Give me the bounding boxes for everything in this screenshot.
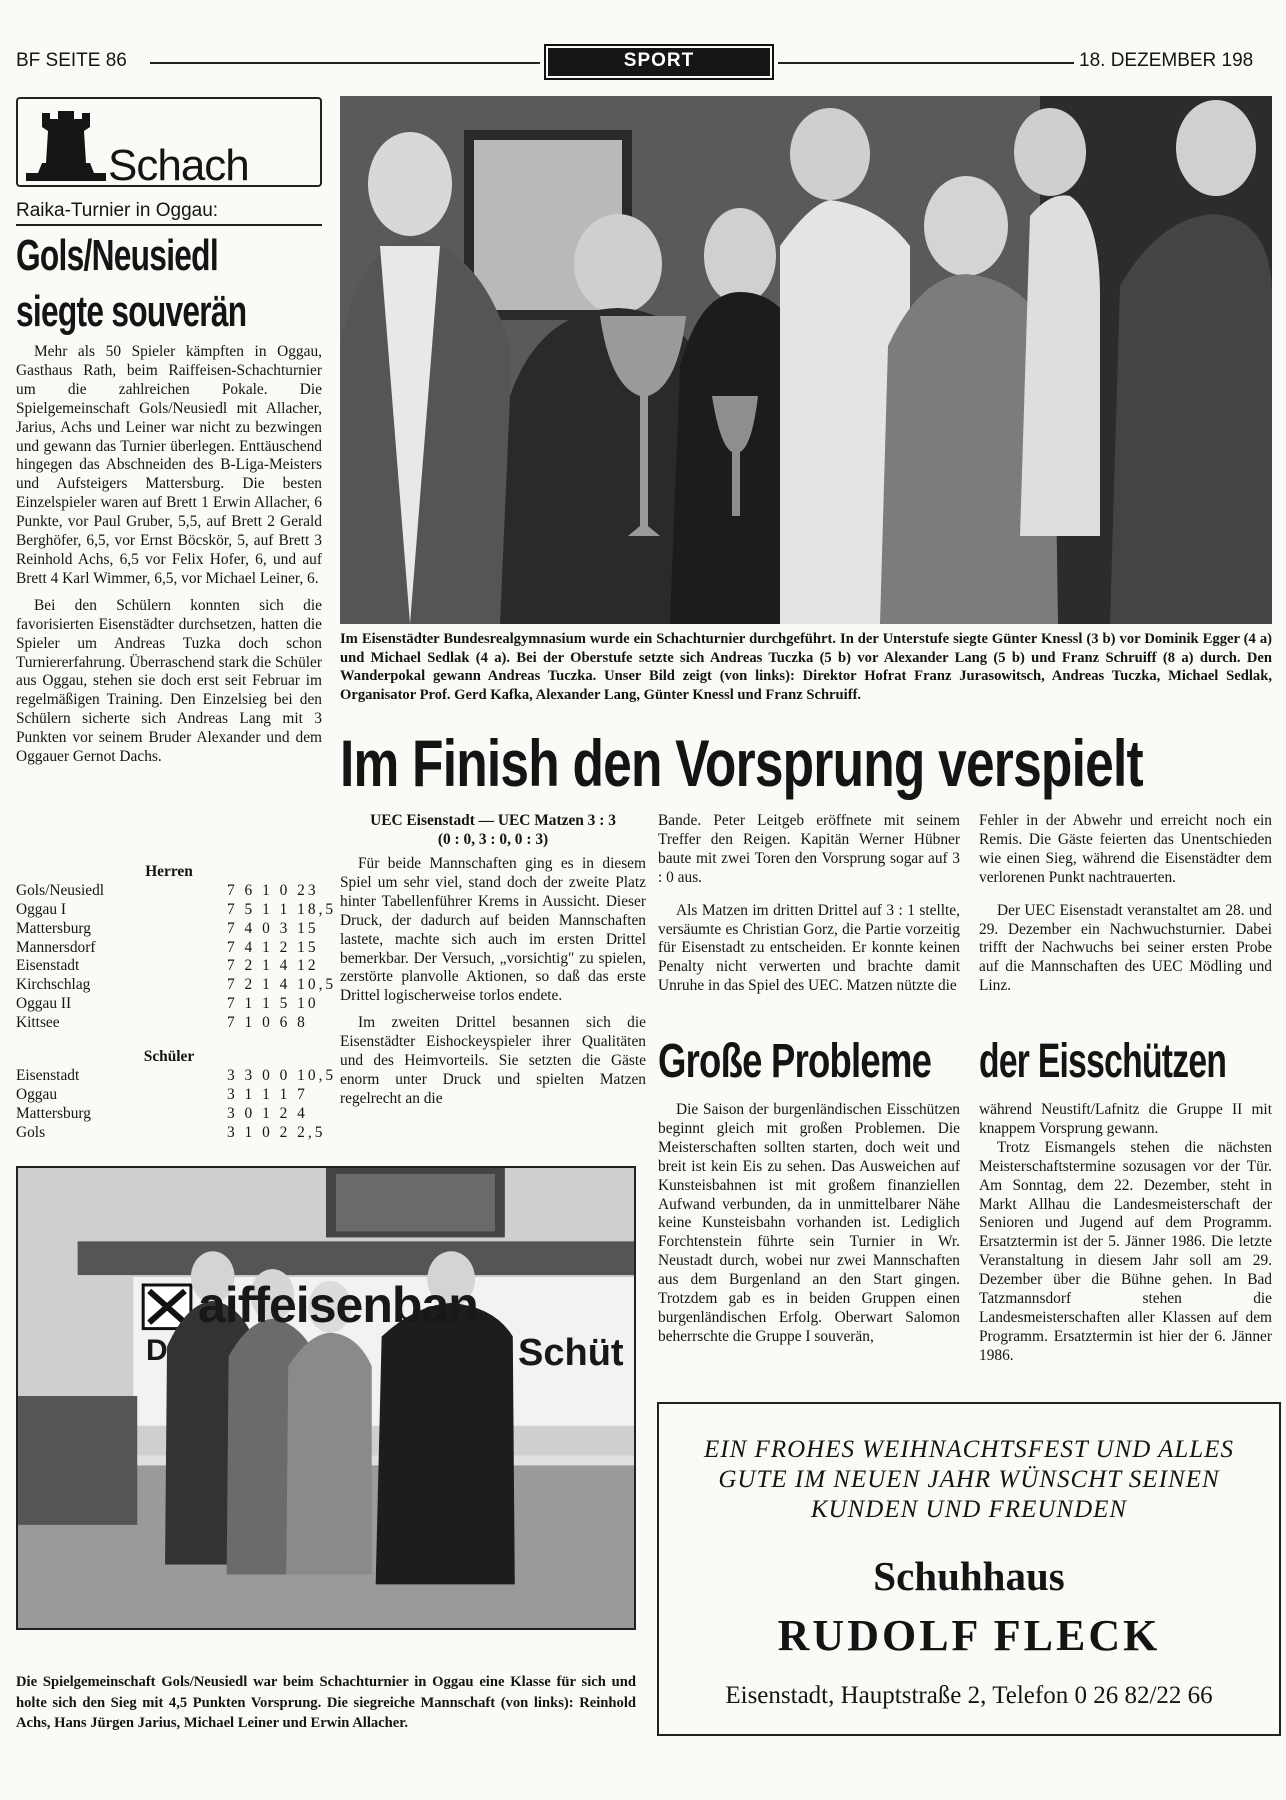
kicker-rule: [16, 224, 322, 226]
table-row: Gols 3 1 0 2 2,5: [16, 1123, 326, 1141]
hockey-paragraph: Für beide Mannschaften ging es in diesem Spiel um sehr viel, stand doch der zweite Platz hinter Tabellenführer Krems in Aussicht. Dieser Druck, der dadurch auf beiden Mannschaften lastete, machte sich auch im ersten Drittel bemerkbar. Der Versuch, „vorsichtig" zu spielen, zerstörte planvolle Aktionen, so daß das erste Drittel logischerweise torlos endete.: [340, 855, 646, 1005]
herren-table: [16, 863, 337, 1033]
curling-col-1: [658, 1101, 960, 1347]
bottom-photo-caption: Die Spielgemeinschaft Gols/Neusiedl war beim Schachturnier in Oggau eine Klasse für sich und holte sich den Sieg mit 4,5 Punkten Vorsprung. Die siegreiche Mannschaft (von links): Reinhold Achs, Hans Jürgen Jarius, Michael Leiner und Erwin Allacher.: [16, 1674, 636, 1731]
curling-headline-2: der Eisschützen: [979, 1035, 1227, 1088]
hockey-col-2: [658, 812, 960, 996]
logo-text: Schach: [108, 141, 249, 190]
section-label: SPORT: [548, 48, 770, 76]
banner-text: Schüt: [518, 1332, 624, 1374]
ad-shop-name: RUDOLF FLECK: [777, 1611, 1161, 1660]
top-photo: [340, 96, 1272, 624]
page-number: BF SEITE 86: [16, 50, 127, 71]
banner-text: aiffeisenban: [198, 1277, 478, 1333]
table-row: Mattersburg 7 4 0 3 15: [16, 919, 319, 937]
hockey-period-scores: (0 : 0, 3 : 0, 0 : 3): [437, 830, 549, 848]
table-row: Kittsee 7 1 0 6 8: [16, 1014, 308, 1032]
hockey-paragraph: Im zweiten Drittel besannen sich die Eisenstädter Eishockeyspieler ihrer Qualitäten und des Heimvorteils. Sie setzten die Gäste enorm unter Druck und spielten Matzen regelrecht an die: [340, 1014, 646, 1107]
header-rule-left: [150, 62, 540, 64]
ad-address: Eisenstadt, Hauptstraße 2, Telefon 0 26 82/22 66: [725, 1682, 1213, 1709]
bottom-photo: [16, 1166, 636, 1630]
ad-greeting-line: KUNDEN UND FREUNDEN: [810, 1496, 1128, 1523]
hockey-paragraph: Fehler in der Abwehr und erreicht noch ein Remis. Die Gäste feierten das Unentschieden wie einen Sieg, während die Eisenstädter dem verlorenen Punkt nachtrauerten.: [979, 812, 1272, 886]
ad-greeting-line: EIN FROHES WEIHNACHTSFEST UND ALLES: [704, 1436, 1234, 1463]
hockey-paragraph: Der UEC Eisenstadt veranstaltet am 28. und 29. Dezember ein Nachwuchsturnier. Dabei trifft der Nachwuchs bei seiner ersten Probe auf die Mannschaften des UEC Mödling und Linz.: [979, 901, 1272, 995]
curling-col-2: [979, 1101, 1272, 1366]
hockey-col-3: [979, 812, 1272, 996]
issue-date: 18. DEZEMBER 198: [1079, 50, 1254, 71]
schueler-table: [16, 1048, 337, 1142]
chess-headline-2: siegte souverän: [16, 287, 247, 336]
table-row: Kirchschlag 7 2 1 4 10,5: [16, 976, 337, 994]
hockey-col-1: [340, 855, 646, 1109]
table-row: Eisenstadt 7 2 1 4 12: [16, 957, 319, 975]
shoe-shop-ad: [657, 1402, 1281, 1736]
hockey-score: UEC Eisenstadt — UEC Matzen 3 : 3: [370, 812, 616, 829]
page-header: [16, 50, 1286, 78]
curling-paragraph: während Neustift/Lafnitz die Gruppe II mit knappem Vorsprung gewann.: [979, 1101, 1272, 1137]
chess-headline-1: Gols/Neusiedl: [16, 231, 218, 280]
table-row: Eisenstadt 3 3 0 0 10,5: [16, 1066, 337, 1084]
curling-paragraph: Trotz Eismangels stehen die nächsten Meisterschaftstermine sozusagen vor der Tür. Am Sonntag, dem 22. Dezember, steht in Markt Allhau die Landesmeisterschaft der Senioren und Jugend auf dem Programm. Ersatztermin ist der 5. Jänner 1986. Die letzte Veranstaltung in diesem Jahr soll am 29. Dezember über die Bühne gehen. In Bad Tatzmannsdorf stehen die Landesmeisterschaften aller Klassen auf dem Programm. Ersatztermin ist hier der 6. Jänner 1986.: [979, 1138, 1272, 1364]
chess-paragraph: Bei den Schülern konnten sich die favorisierten Eisenstädter durchsetzen, hatten die Spieler um Andreas Tuzka doch schon Turniererfahrung. Überraschend stark die Schüler aus Oggau, stehen sie doch erst seit Februar im regelmäßigen Training. Den Einzelsieg bei den Schülern sicherte sich Andreas Lang mit 3 Punkten vor seinem Bruder Alexander und dem Oggauer Gernot Dachs.: [16, 596, 322, 766]
chess-paragraph: Mehr als 50 Spieler kämpften in Oggau, Gasthaus Rath, beim Raiffeisen-Schachturnier um die zahlreichen Pokale. Die Spielgemeinschaft Gols/Neusiedl mit Allacher, Jarius, Achs und Leiner war nicht zu bezwingen und gewann das Turnier überlegen. Enttäuschend hingegen das Abschneiden des B-Liga-Meisters und Aufsteigers Mattersburg. Die besten Einzelspieler waren auf Brett 1 Erwin Allacher, 6 Punkte, vor Paul Gruber, 5,5, auf Brett 2 Gerald Berghöfer, 6,5, vor Ernst Böcskör, 5, auf Brett 3 Reinhold Achs, 6,5 vor Felix Hofer, 6, und auf Brett 4 Karl Wimmer, 6,5, vor Michael Leiner, 6.: [16, 343, 322, 587]
table-row: Gols/Neusiedl 7 6 1 0 23: [16, 881, 319, 899]
ad-greeting-line: GUTE IM NEUEN JAHR WÜNSCHT SEINEN: [718, 1466, 1220, 1493]
chess-kicker: Raika-Turnier in Oggau:: [16, 200, 219, 221]
hockey-paragraph: Bande. Peter Leitgeb eröffnete mit seinem Treffer den Reigen. Kapitän Werner Hübner baute mit zwei Toren den Vorsprung sogar auf 3 : 0 aus.: [658, 812, 960, 886]
table-caption: Schüler: [143, 1048, 195, 1065]
table-row: Oggau 3 1 1 1 7: [16, 1085, 308, 1103]
table-caption: Herren: [145, 863, 193, 880]
header-rule-right: [778, 62, 1074, 64]
ad-shop-type: Schuhhaus: [873, 1553, 1065, 1599]
table-row: Mannersdorf 7 4 1 2 15: [16, 938, 319, 956]
hockey-headline: Im Finish den Vorsprung verspielt: [340, 726, 1143, 800]
banner-text: D: [146, 1334, 168, 1367]
table-row: Oggau I 7 5 1 1 18,5: [16, 900, 337, 918]
section-label-box: [544, 44, 774, 80]
curling-paragraph: Die Saison der burgenländischen Eisschützen beginnt gleich mit großen Problemen. Die Meisterschaften sollten starten, doch weit und breit ist kein Eis zu sehen. Das Ausweichen auf Kunsteisbahnen ist mit großem finanziellen Aufwand verbunden, da in unmittelbarer Nähe keine Kunsteisbahn vorhanden ist. Lediglich Forchtenstein führte sein Turnier in Wr. Neustadt durch, wobei nur zwei Mannschaften aus dem Burgenland an den Start gingen. Trotzdem gab es in beiden Gruppen einen burgenländischen Erfolg. Oberwart Salomon beherrschte die Gruppe I souverän,: [658, 1101, 960, 1345]
top-photo-caption: Im Eisenstädter Bundesrealgymnasium wurde ein Schachturnier durchgeführt. In der Unterstufe siegte Günter Knessl (3 b) vor Dominik Egger (4 a) und Michael Sedlak (4 a). Bei der Oberstufe setzte sich Andreas Tuczka (5 b) vor Alexander Lang (5 b) und Franz Schruiff (8 a) durch. Den Wanderpokal gewann Andreas Tuczka. Unser Bild zeigt (von links): Direktor Hofrat Franz Jurasowitsch, Andreas Tuczka, Michael Sedlak, Organisator Prof. Gerd Kafka, Alexander Lang, Günter Knessl und Franz Schruiff.: [340, 631, 1272, 703]
curling-headline-1: Große Probleme: [658, 1035, 932, 1088]
chess-article-body: [16, 343, 322, 767]
hockey-paragraph: Als Matzen im dritten Drittel auf 3 : 1 stellte, versäumte es Christian Gorz, die Partie vorzeitig für Eisenstadt zu entscheiden. Er konnte keinen Penalty nicht verwerten und brachte damit Unruhe in das Spiel des UEC. Matzen nützte die: [658, 901, 960, 995]
schach-logo: [16, 97, 322, 190]
chess-rook-icon: [20, 101, 112, 185]
hockey-subhead: [340, 812, 646, 850]
table-row: Mattersburg 3 0 1 2 4: [16, 1104, 308, 1122]
table-row: Oggau II 7 1 1 5 10: [16, 995, 319, 1013]
